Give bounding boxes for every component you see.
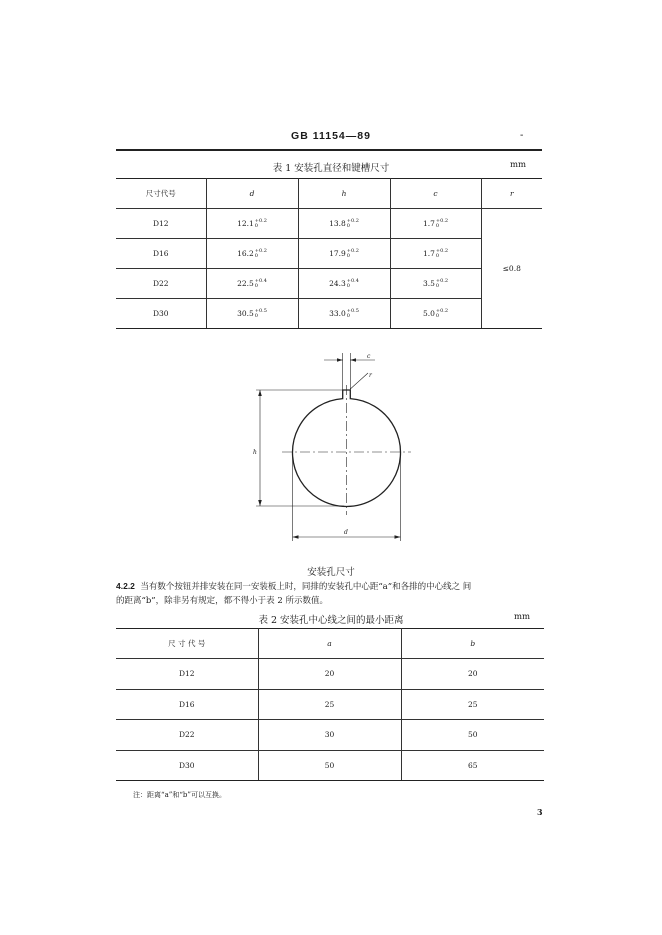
corner-mark: - (520, 130, 524, 141)
table1-unit: mm (510, 160, 527, 170)
table2-header-b: b (401, 629, 544, 659)
cell-r-merged: ≤0.8 (481, 209, 542, 329)
cell-b: 25 (401, 689, 544, 720)
cell-a: 25 (258, 689, 401, 720)
table-row (116, 659, 544, 690)
section-4-2-2 (116, 579, 546, 608)
table-row (116, 239, 542, 269)
label-c: c (367, 353, 371, 360)
cell-c: 1.7 +0.2 0 (390, 209, 481, 239)
mounting-hole-diagram (240, 345, 420, 550)
cell-code: D12 (116, 659, 258, 690)
table1-header-code: 尺寸代号 (116, 179, 206, 209)
table1-header-c: c (390, 179, 481, 209)
cell-b: 65 (401, 750, 544, 781)
table1-header-d: d (206, 179, 298, 209)
table-row (116, 269, 542, 299)
cell-c: 5.0 +0.2 0 (390, 299, 481, 329)
page-number: 3 (537, 807, 543, 817)
table1-header-row (116, 179, 542, 209)
table2-note: 注：距离“a”和“b”可以互换。 (133, 791, 226, 799)
cell-d: 12.1 +0.2 0 (206, 209, 298, 239)
label-h: h (253, 449, 257, 456)
table1 (116, 178, 542, 329)
cell-h: 24.3 +0.4 0 (298, 269, 390, 299)
table-row (116, 750, 544, 781)
cell-code: D16 (116, 239, 206, 269)
cell-code: D22 (116, 720, 258, 751)
cell-code: D30 (116, 299, 206, 329)
cell-a: 20 (258, 659, 401, 690)
standard-number: GB 11154—89 (291, 130, 371, 142)
figure-caption: 安装孔尺寸 (307, 567, 355, 578)
table1-header-r: r (481, 179, 542, 209)
table2-unit: mm (514, 612, 531, 622)
cell-a: 50 (258, 750, 401, 781)
cell-code: D22 (116, 269, 206, 299)
table2-header-code: 尺 寸 代 号 (116, 629, 258, 659)
cell-code: D30 (116, 750, 258, 781)
table1-caption: 表 1 安装孔直径和键槽尺寸 (272, 163, 390, 174)
section-text-line1: 当有数个按钮并排安装在同一安装板上时，同排的安装孔中心距“a”和各排的中心线之 间 (140, 582, 472, 592)
cell-c: 3.5 +0.2 0 (390, 269, 481, 299)
table2-header-row (116, 629, 544, 659)
table-row (116, 689, 544, 720)
cell-d: 16.2 +0.2 0 (206, 239, 298, 269)
cell-h: 17.9 +0.2 0 (298, 239, 390, 269)
table-row (116, 209, 542, 239)
cell-a: 30 (258, 720, 401, 751)
table-row (116, 720, 544, 751)
cell-d: 30.5 +0.5 0 (206, 299, 298, 329)
table2 (116, 628, 544, 781)
table-row (116, 299, 542, 329)
cell-b: 50 (401, 720, 544, 751)
section-text-line2: 的距离“b”，除非另有规定，都不得小于表 2 所示数值。 (116, 596, 328, 606)
section-number: 4.2.2 (116, 581, 135, 591)
table2-caption: 表 2 安装孔中心线之间的最小距离 (258, 615, 404, 626)
cell-code: D12 (116, 209, 206, 239)
cell-h: 33.0 +0.5 0 (298, 299, 390, 329)
cell-c: 1.7 +0.2 0 (390, 239, 481, 269)
cell-d: 22.5 +0.4 0 (206, 269, 298, 299)
table1-header-h: h (298, 179, 390, 209)
cell-code: D16 (116, 689, 258, 720)
label-r: r (369, 372, 372, 379)
cell-h: 13.8 +0.2 0 (298, 209, 390, 239)
cell-b: 20 (401, 659, 544, 690)
label-d: d (344, 529, 348, 536)
table2-header-a: a (258, 629, 401, 659)
header-rule (116, 149, 542, 151)
